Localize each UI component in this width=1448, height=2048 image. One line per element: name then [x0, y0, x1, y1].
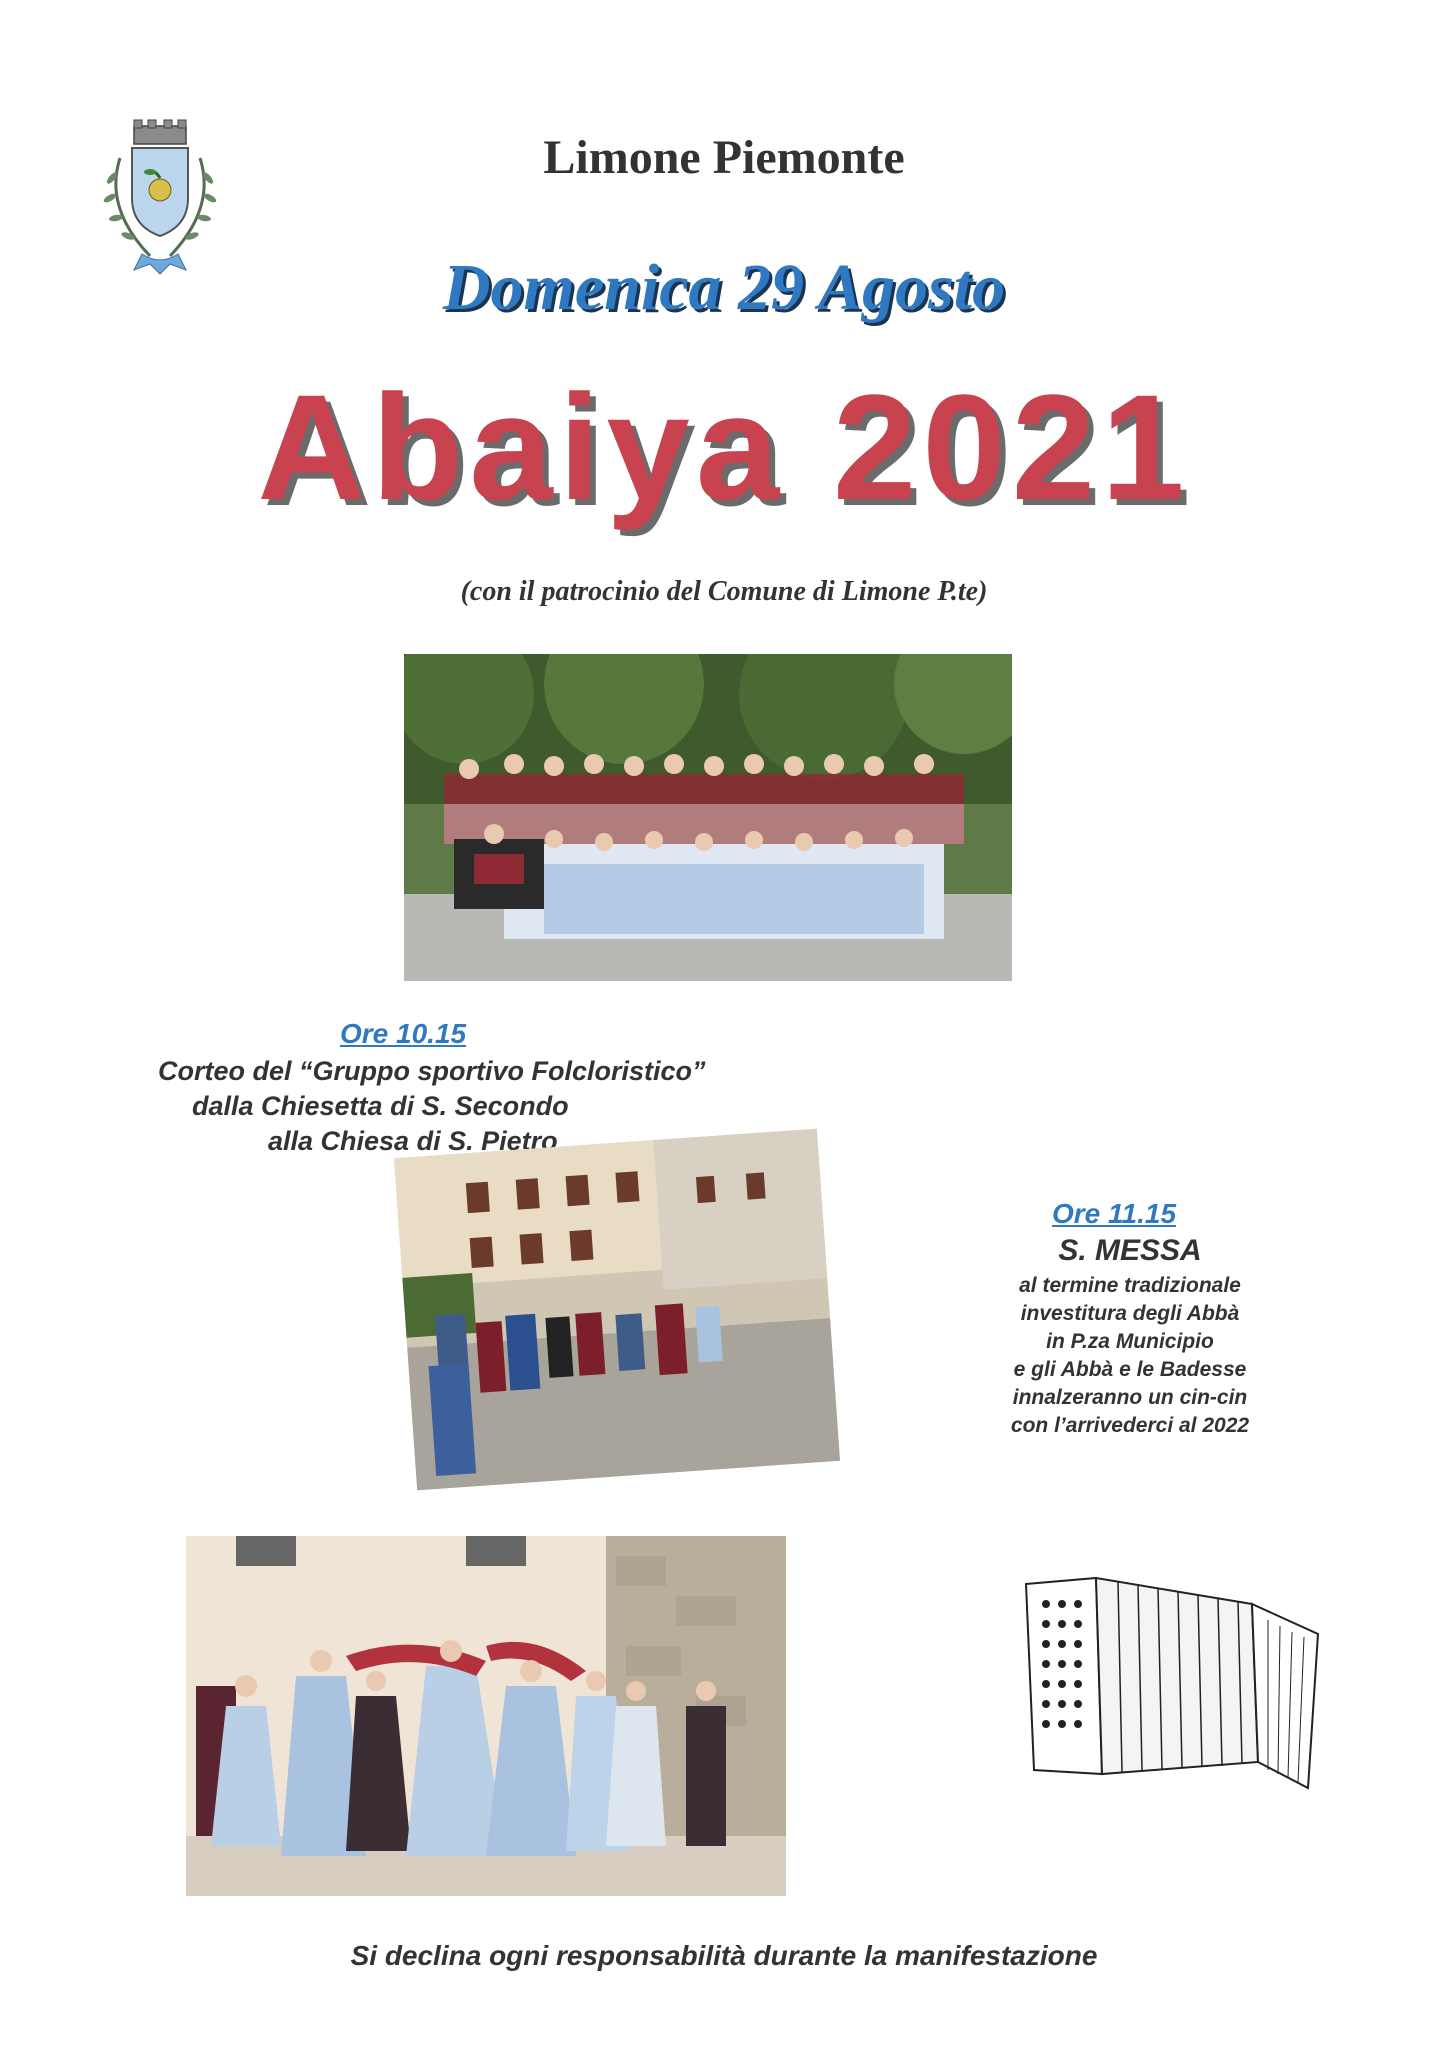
event-2-line: con l’arrivederci al 2022 — [1010, 1414, 1250, 1437]
event-2-time: Ore 11.15 — [1052, 1198, 1177, 1229]
town-name: Limone Piemonte — [543, 131, 905, 184]
patronage-note: (con il patrocinio del Comune di Limone P.te) — [460, 576, 988, 607]
dancers-photo — [186, 1536, 786, 1896]
event-1-line: alla Chiesa di S. Pietro — [268, 1126, 558, 1156]
disclaimer: Si declina ogni responsabilità durante la manifestazione — [350, 1940, 1098, 1971]
event-1-line: Corteo del “Gruppo sportivo Folcloristico” — [158, 1056, 706, 1086]
event-2-line: al termine tradizionale — [1019, 1274, 1241, 1297]
procession-photo — [394, 1129, 840, 1491]
event-2-line: e gli Abbà e le Badesse — [1013, 1358, 1247, 1381]
event-2-title: S. MESSA — [1058, 1234, 1202, 1267]
event-2-line: in P.za Municipio — [1046, 1330, 1214, 1353]
event-title: Abaiya 2021 — [257, 363, 1191, 531]
event-1-line: dalla Chiesetta di S. Secondo — [192, 1091, 569, 1121]
event-2-description — [980, 1234, 1280, 1440]
accordion-icon — [1022, 1574, 1330, 1790]
event-1-time: Ore 10.15 — [340, 1018, 467, 1049]
event-2-line: innalzeranno un cin-cin — [1012, 1386, 1248, 1409]
group-photo — [404, 654, 1012, 981]
event-date: Domenica 29 Agosto — [442, 251, 1006, 324]
event-2-line: investitura degli Abbà — [1020, 1302, 1240, 1325]
